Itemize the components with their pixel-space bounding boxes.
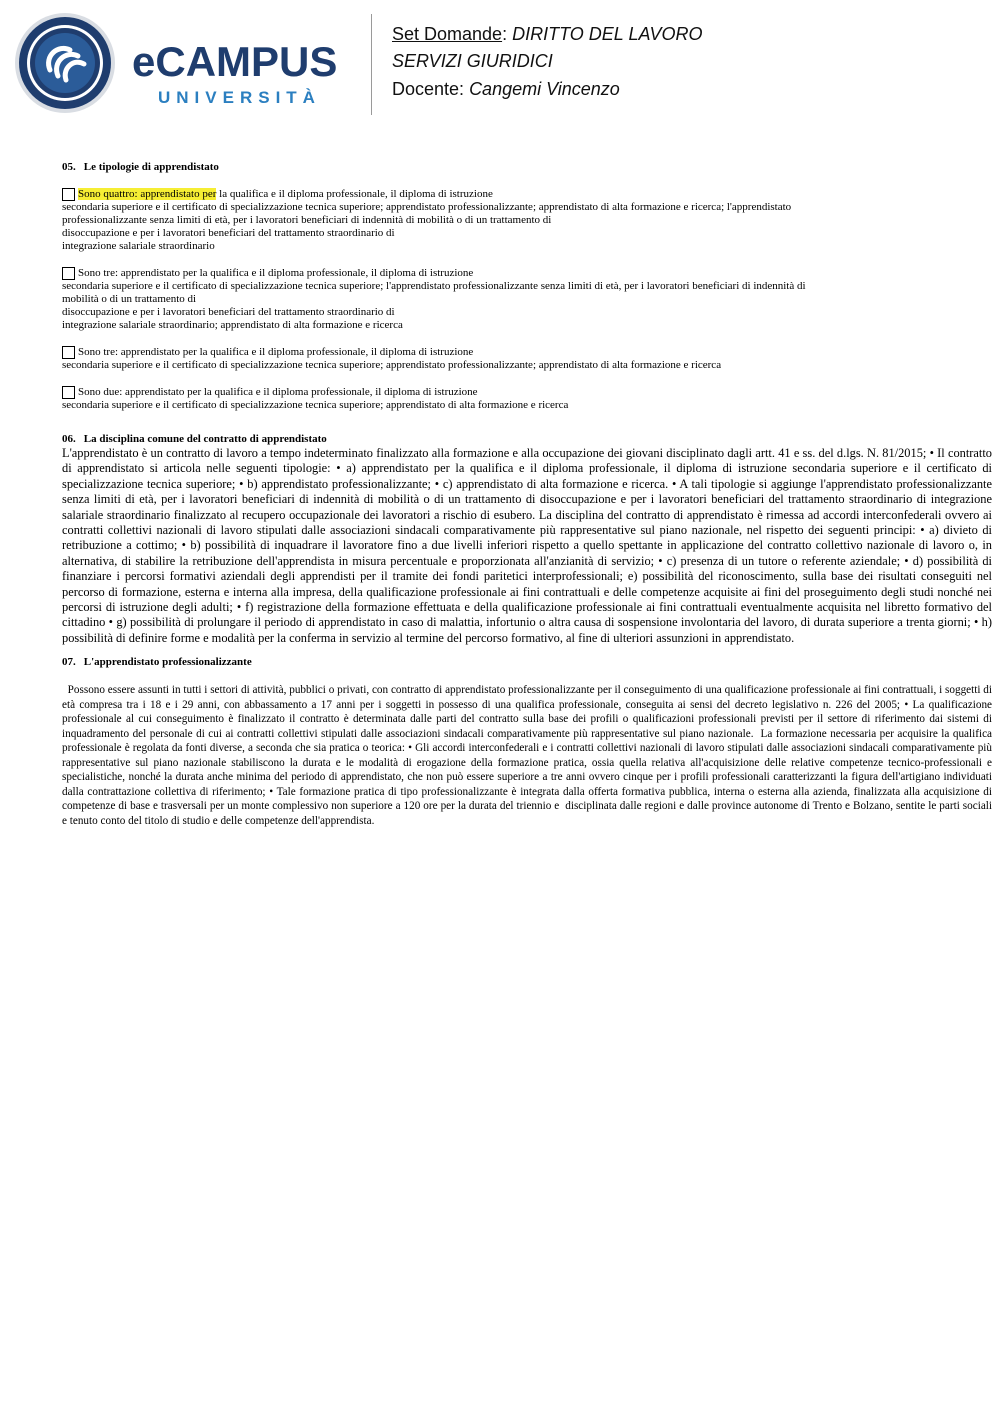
answer-option-first-line bbox=[62, 267, 992, 280]
answer-checkbox[interactable] bbox=[62, 188, 75, 201]
answer-option bbox=[62, 346, 992, 372]
answer-text: Sono tre: apprendistato per la qualifica e il diploma professionale, il diploma di istruzione bbox=[78, 267, 474, 279]
answer-text: la qualifica e il diploma professionale, il diploma di istruzione bbox=[216, 188, 493, 200]
section-title: La disciplina comune del contratto di apprendistato bbox=[83, 433, 327, 445]
answer-text: Sono tre: apprendistato per la qualifica e il diploma professionale, il diploma di istruzione bbox=[78, 346, 474, 358]
answer-text: Sono due: apprendistato per la qualifica e il diploma professionale, il diploma di istruzione bbox=[78, 386, 478, 398]
section-05 bbox=[62, 160, 992, 412]
teacher-label: Docente: bbox=[392, 79, 465, 99]
answer-option bbox=[62, 188, 992, 253]
header-course-line bbox=[392, 23, 703, 45]
section-title: L'apprendistato professionalizzante bbox=[83, 656, 252, 669]
answer-checkbox[interactable] bbox=[62, 386, 75, 399]
course-department: SERVIZI GIURIDICI bbox=[392, 51, 553, 71]
header-teacher-line bbox=[392, 78, 620, 100]
answer-checkbox[interactable] bbox=[62, 267, 75, 280]
section-heading bbox=[62, 160, 992, 174]
answer-option-first-line bbox=[62, 188, 992, 201]
teacher-name: Cangemi Vincenzo bbox=[469, 79, 620, 99]
course-title: DIRITTO DEL LAVORO bbox=[512, 24, 703, 44]
highlighted-answer-text: Sono quattro: apprendistato per bbox=[78, 188, 217, 200]
section-number: 06. bbox=[62, 433, 76, 445]
section-07 bbox=[62, 655, 995, 828]
answer-text: mobilità o di un trattamento di bbox=[62, 293, 197, 305]
answer-text: secondaria superiore e il certificato di specializzazione tecnica superiore; apprendistato professionalizzante; apprendistato di alta formazione e ricerca; l'apprendistato bbox=[62, 201, 792, 213]
brand-name: eCAMPUS bbox=[132, 38, 338, 85]
answer-option bbox=[62, 267, 992, 332]
section-number: 07. bbox=[62, 656, 76, 669]
set-domande-sep: : bbox=[502, 24, 508, 44]
university-seal-logo bbox=[14, 12, 116, 114]
section-heading bbox=[62, 655, 992, 669]
answer-text: secondaria superiore e il certificato di specializzazione tecnica superiore; apprendistato di alta formazione e ricerca bbox=[62, 399, 569, 411]
answer-option-first-line bbox=[62, 386, 992, 399]
answer-text: professionalizzante senza limiti di età, per i lavoratori beneficiari di indennità di mobilità o di un trattamento di bbox=[62, 214, 552, 226]
brand-subtitle: UNIVERSITÀ bbox=[158, 88, 321, 107]
answer-text: secondaria superiore e il certificato di specializzazione tecnica superiore; l'apprendistato professionalizzante senza limiti di età, per i lavoratori beneficiari di indennità di bbox=[62, 280, 806, 292]
section-body-text: Possono essere assunti in tutti i settori di attività, pubblici o privati, con contratto di apprendistato professionalizzante per il conseguimento di una qualificazione professionale ai fini contrattuali, i soggetti di età compresa tra i 18 e i 29 anni, con abbassamento a 17 anni per i soggetti in possesso di una qualifica professionale, conseguita ai sensi del decreto legislativo n. 226 del 2005; • La qualificazione professionale al cui conseguimento è finalizzato il contratto è determinata dalle parti del contratto sulla base dei profili o qualificazioni professionali previsti per il settore di riferimento dai sistemi di inquadramento del personale di cui ai contratti collettivi stipulati dalle associazioni sindacali comparativamente più rappresentative sul piano nazionale. La formazione necessaria per acquisire la qualifica professionale è regolata da fonti diverse, a seconda che sia pratica o teorica: • Gli accordi interconfederali e i contratti collettivi nazionali di lavoro stipulati dalle associazioni sindacali comparativamente più rappresentative sul piano nazionale stabiliscono la durata e le modalità di erogazione della formazione pratica, ossia quella relativa all'acquisizione delle relative competenze tecnico-professionali e specialistiche, nonché la durata anche minima del periodo di apprendistato, che non può essere superiore a tre anni ovvero cinque per i profili professionali caratterizzanti la figura dell'artigiano individuati dalla contrattazione collettiva di riferimento; • Tale formazione pratica di tipo professionalizzante è integrata dalla offerta formativa pubblica, interna o esterna alla azienda, finalizzata alla acquisizione di competenze di base e trasversali per un monte complessivo non superiore a 120 ore per la durata del triennio e disciplinata dalle regioni e dalle province autonome di Trento e Bolzano, sentite le parti sociali e tenuto conto del titolo di studio e delle competenze dell'apprendista. bbox=[62, 684, 995, 827]
answer-text: secondaria superiore e il certificato di specializzazione tecnica superiore; apprendistato professionalizzante; apprendistato di alta formazione e ricerca bbox=[62, 359, 722, 371]
brand-wordmark bbox=[132, 38, 356, 114]
section-number: 05. bbox=[62, 161, 76, 173]
section-06 bbox=[62, 432, 992, 646]
page-header bbox=[0, 0, 1000, 130]
section-heading bbox=[62, 432, 992, 446]
answer-text: integrazione salariale straordinario bbox=[62, 240, 215, 252]
document-body bbox=[62, 160, 995, 828]
answer-text: disoccupazione e per i lavoratori beneficiari del trattamento straordinario di bbox=[62, 306, 395, 318]
section-title: Le tipologie di apprendistato bbox=[83, 161, 219, 173]
set-domande-label: Set Domande bbox=[392, 24, 503, 44]
answer-option-first-line bbox=[62, 346, 992, 359]
answer-text: disoccupazione e per i lavoratori beneficiari del trattamento straordinario di bbox=[62, 227, 395, 239]
section-body-text: L'apprendistato è un contratto di lavoro a tempo indeterminato finalizzato alla formazione e alla occupazione dei giovani disciplinato dagli artt. 41 e ss. del d.lgs. N. 81/2015; • Il contratto di apprendistato si articola nelle seguenti tipologie: • a) apprendistato per la qualifica e il diploma professionale, il diploma di istruzione secondaria superiore e il certificato di specializzazione tecnica superiore; • b) apprendistato professionalizzante; • c) apprendistato di alta formazione e ricerca. • A tali tipologie si aggiunge l'apprendistato professionalizzante senza limiti di età, per i lavoratori beneficiari di indennità di mobilità o di un trattamento di disoccupazione e per i lavoratori beneficiari del trattamento straordinario di integrazione salariale straordinario finalizzato al recupero occupazionale dei lavoratori a rischio di esubero. La disciplina del contratto di apprendistato è rimessa ad accordi interconfederali ovvero ai contratti collettivi nazionali di lavoro stipulati dalle associazioni sindacali comparativamente più rappresentative sul piano nazionale, nel rispetto dei seguenti principi: • a) divieto di retribuzione a cottimo; • b) possibilità di inquadrare il lavoratore fino a due livelli inferiori rispetto a quello spettante in applicazione del contratto collettivo nazionale di lavoro o, in alternativa, di stabilire la retribuzione dell'apprendista in misura percentuale e proporzionata all'anzianità di servizio; • c) presenza di un tutore o referente aziendale; • d) possibilità di finanziare i percorsi formativi aziendali degli apprendisti per il tramite dei fondi paritetici interprofessionali; e) possibilità del riconoscimento, sulla base dei risultati conseguiti nel percorso di formazione, esterna e interna alla impresa, della qualificazione professionale ai fini contrattuali e delle competenze acquisite ai fini del proseguimento degli studi nonché nei percorsi di istruzione degli adulti; • f) registrazione della formazione effettuata e della qualificazione professionale ai fini contrattuali eventualmente acquisita nel libretto formativo del cittadino • g) possibilità di prolungare il periodo di apprendistato in caso di malattia, infortunio o altra causa di sospensione involontaria del lavoro, di durata superiore a trenta giorni; • h) possibilità di definire forme e modalità per la conferma in servizio al termine del percorso formativo, al fine di ulteriori assunzioni in apprendistato. bbox=[62, 446, 992, 645]
answer-option bbox=[62, 386, 992, 412]
header-divider bbox=[371, 14, 372, 115]
answer-checkbox[interactable] bbox=[62, 346, 75, 359]
answer-text: integrazione salariale straordinario; apprendistato di alta formazione e ricerca bbox=[62, 319, 403, 331]
